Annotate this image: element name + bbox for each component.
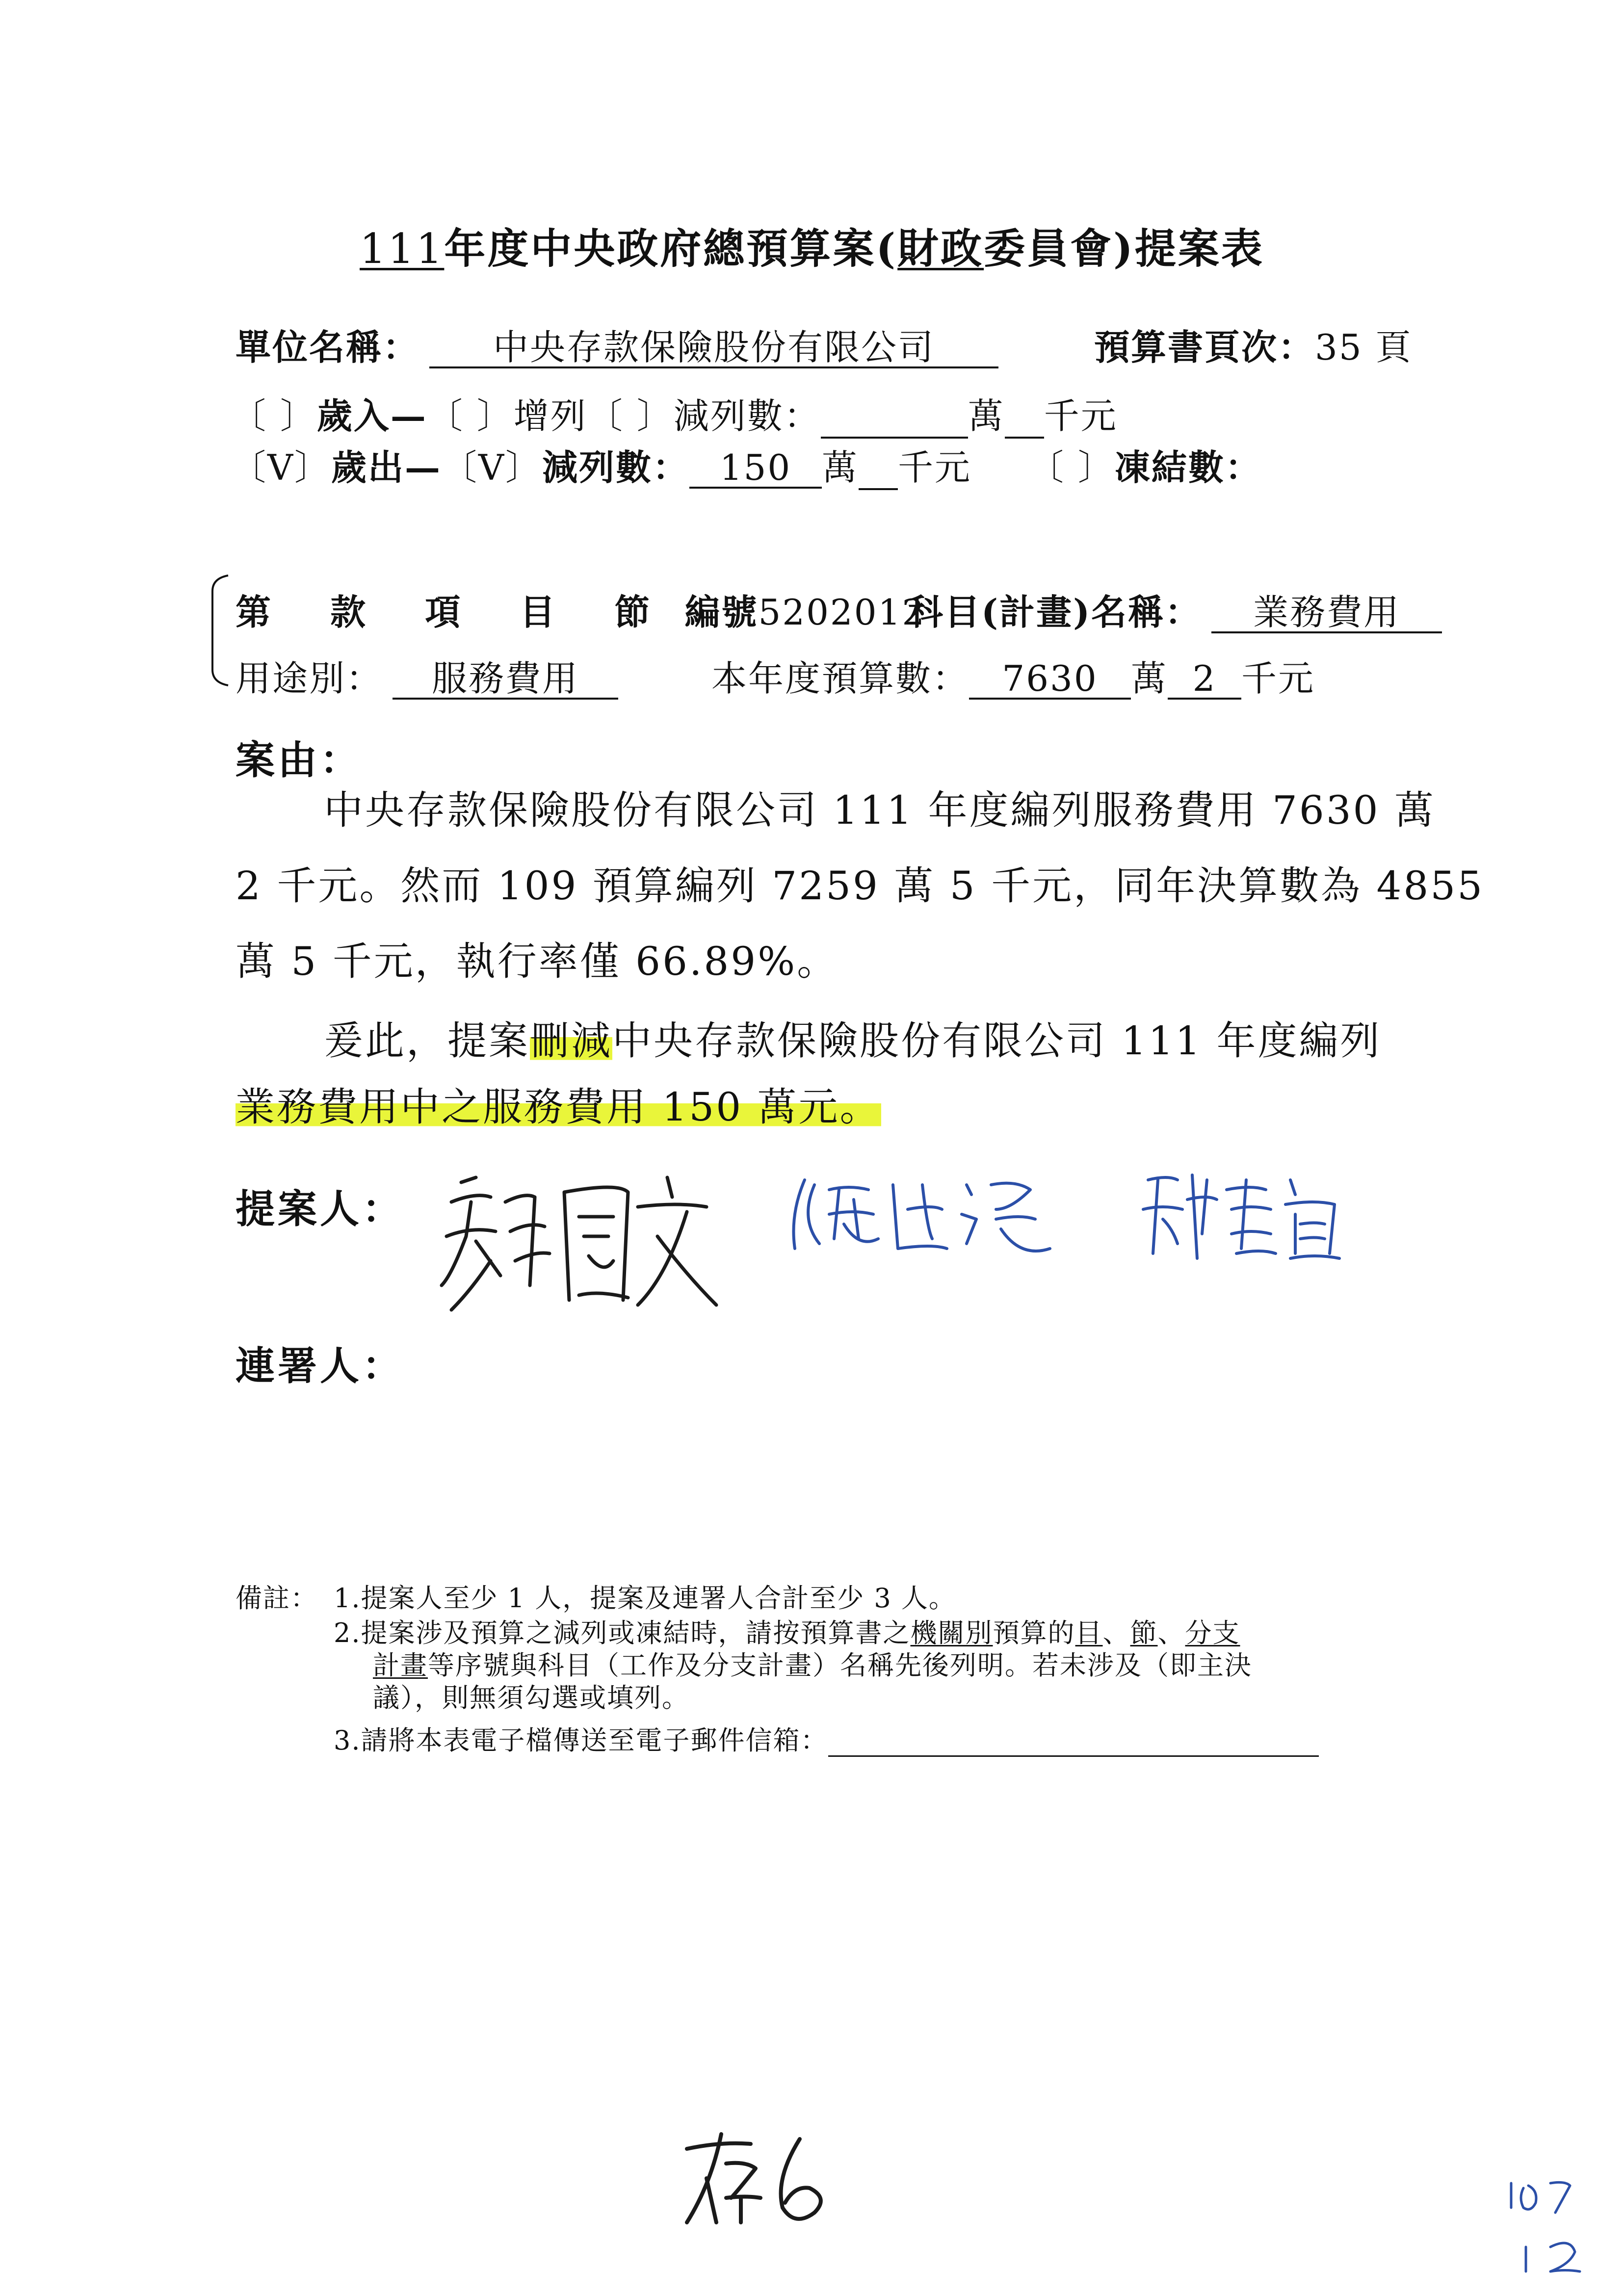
subject-row (908, 584, 1442, 635)
revenue-checkbox: 〔 〕 (231, 395, 317, 437)
note-2-branch: 分支 (1185, 1618, 1240, 1648)
revenue-amount (821, 401, 968, 439)
cosigner-label: 連署人： (236, 1343, 404, 1389)
budget-wan-value: 7630 (969, 660, 1131, 700)
revenue-increase-checkbox: 〔 〕 (427, 395, 514, 437)
usage-value: 服務費用 (393, 660, 618, 700)
reason-p2-highlight-line2: 業務費用中之服務費用 150 萬元。 (236, 1084, 881, 1130)
title-committee: 財政 (897, 224, 984, 273)
note-2-mu: 目 (1075, 1618, 1103, 1648)
expense-checkbox: 〔V〕 (231, 447, 331, 488)
note-2-plan: 計畫 (373, 1650, 428, 1681)
note-2-line1 (334, 1617, 1240, 1649)
proposer-label: 提案人： (236, 1186, 404, 1232)
note-2-line2 (373, 1649, 1252, 1682)
expense-thousand (859, 453, 898, 490)
note-2-g: 、 (1157, 1618, 1185, 1648)
expense-wan: 萬 (822, 447, 859, 488)
note-3-text: 3.請將本表電子檔傳送至電子郵件信箱： (334, 1725, 828, 1756)
note-2-a: 2.提案涉及預算之減列或凍結時，請按預算書之 (334, 1618, 911, 1648)
note-2-c: 預算的 (993, 1618, 1075, 1648)
note-2-e: 、 (1102, 1618, 1130, 1648)
page-ref-row (1094, 319, 1413, 370)
reason-p1-line3: 萬 5 千元，執行率僅 66.89%。 (236, 939, 838, 984)
item-kuan: 款 (330, 591, 367, 633)
note-1: 1.提案人至少 1 人，提案及連署人合計至少 3 人。 (334, 1583, 956, 1614)
expense-label: 歲出— (331, 446, 442, 488)
note-2-jie: 節 (1130, 1618, 1158, 1648)
freeze-label: 凍結數： (1114, 446, 1262, 488)
reason-p2-line1 (324, 1003, 1382, 1079)
expense-amount: 150 (689, 449, 822, 489)
note-2-j: 等序號與科目（工作及分支計畫）名稱先後列明。若未涉及（即主決 (428, 1650, 1252, 1681)
item-code-label: 編號 (684, 591, 759, 633)
expense-row (231, 439, 1262, 490)
reason-label: 案由： (236, 737, 362, 783)
expense-decrease-checkbox: 〔V〕 (442, 447, 543, 488)
budget-row (711, 650, 1315, 701)
revenue-row (231, 388, 1118, 439)
signature-2 (785, 1165, 1060, 1263)
freeze-checkbox: 〔 〕 (1028, 447, 1115, 488)
handwritten-corner (1496, 2168, 1595, 2276)
reason-p2-c: 中央存款保險股份有限公司 111 年度編列 (612, 1018, 1382, 1064)
item-mu: 目 (520, 591, 557, 633)
budget-label: 本年度預算數： (711, 658, 969, 699)
title-part2: 委員會)提案表 (984, 224, 1264, 273)
form-title (0, 216, 1624, 275)
expense-decrease-label: 減列數： (542, 446, 690, 488)
page-ref-value: 35 (1315, 327, 1363, 368)
item-jie: 節 (614, 591, 652, 633)
reason-p2-a: 爰此，提案 (324, 1018, 530, 1064)
usage-row (236, 650, 618, 701)
unit-value: 中央存款保險股份有限公司 (429, 329, 998, 368)
notes-label: 備註： (236, 1583, 318, 1614)
signature-1 (432, 1163, 726, 1325)
item-code: 5202012 (758, 592, 926, 633)
budget-wan: 萬 (1131, 658, 1168, 699)
usage-label: 用途別： (236, 658, 383, 699)
revenue-wan: 萬 (968, 395, 1005, 437)
revenue-decrease-label: 減列數： (673, 395, 821, 437)
handwritten-bottom (677, 2124, 839, 2232)
item-row (236, 584, 926, 635)
unit-row (236, 319, 998, 370)
title-part1: 年度中央政府總預算案( (444, 224, 898, 273)
reason-p1-line1: 中央存款保險股份有限公司 111 年度編列服務費用 7630 萬 (324, 787, 1436, 833)
revenue-qianyuan: 千元 (1044, 395, 1118, 437)
note-3 (334, 1724, 1319, 1757)
budget-qian-value: 2 (1168, 660, 1241, 700)
revenue-decrease-checkbox: 〔 〕 (587, 395, 674, 437)
revenue-increase-label: 增列 (513, 395, 587, 437)
budget-qianyuan: 千元 (1241, 658, 1315, 699)
reason-p1-line2: 2 千元。然而 109 預算編列 7259 萬 5 千元，同年決算數為 4855 (236, 863, 1485, 909)
subject-label: 科目(計畫)名稱： (908, 591, 1202, 633)
title-year: 111 (360, 225, 445, 273)
signature-3 (1133, 1160, 1349, 1273)
reason-p2-highlight-cut: 刪減 (530, 1018, 612, 1064)
expense-qianyuan: 千元 (898, 447, 972, 488)
unit-label: 單位名稱： (236, 326, 420, 368)
page-ref-label: 預算書頁次： (1094, 326, 1315, 368)
item-di: 第 (236, 591, 273, 633)
revenue-thousand (1005, 401, 1044, 439)
note-2-agency: 機關別 (910, 1618, 993, 1648)
reason-p2-line2 (236, 1070, 881, 1145)
page-ref-unit: 頁 (1375, 327, 1413, 368)
revenue-label: 歲入— (316, 395, 427, 437)
item-xiang: 項 (425, 591, 462, 633)
item-bracket (204, 572, 233, 689)
note-2-line3: 議），則無須勾選或填列。 (373, 1682, 689, 1713)
email-blank (828, 1728, 1319, 1757)
subject-value: 業務費用 (1211, 594, 1442, 633)
